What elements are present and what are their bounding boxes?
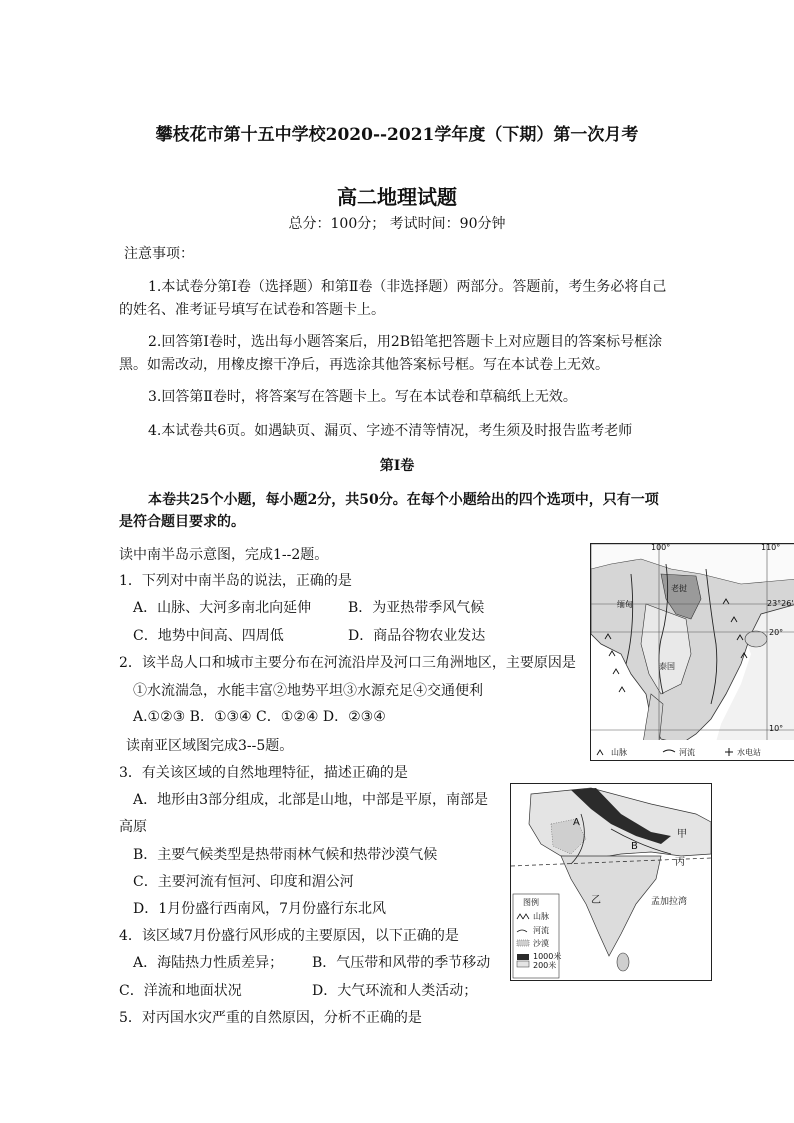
south-asia-map [510,783,712,981]
section-intro-1: 本卷共25个小题，每小题2分，共50分。在每个小题给出的四个选项中，只有一项 [148,492,659,508]
q4-option-d: D．大气环流和人类活动； [312,983,478,999]
map2-legend-title: 图例 [523,898,539,907]
map2-bay-of-bengal: 孟加拉湾 [651,897,688,907]
notice-heading: 注意事项： [124,246,194,262]
exam-title: 攀枝花市第十五中学校2020--2021学年度（下期）第一次月考 [155,125,639,145]
q1-option-d: D．商品谷物农业发达 [348,628,486,644]
map2-legend-200: 200米 [533,961,557,970]
question-3: 3．有关该区域的自然地理特征，描述正确的是 [119,765,408,781]
indochina-map-drawing [591,544,794,760]
indochina-map [590,543,794,761]
map1-legend-mountain: 山脉 [611,748,627,757]
map2-legend-river: 河流 [533,926,549,935]
question-2: 2．该半岛人口和城市主要分布在河流沿岸及河口三角洲地区，主要原因是 [119,655,576,671]
question-5: 5．对丙国水灾严重的自然原因，分析不正确的是 [119,1010,422,1026]
question-4: 4．该区域7月份盛行风形成的主要原因，以下正确的是 [119,928,459,944]
map1-lon-110: 110° [761,543,781,552]
map2-label-b: B [631,841,638,852]
group2-lead: 读南亚区域图完成3--5题。 [126,738,294,754]
question-1: 1．下列对中南半岛的说法，正确的是 [119,573,352,589]
map2-label-jia: 甲 [677,829,687,840]
map1-lon-100: 100° [651,543,671,552]
q1-option-a: A．山脉、大河多南北向延伸 [133,600,312,616]
map1-legend-hydro: 水电站 [737,748,761,757]
q2-items: ①水流湍急，水能丰富②地势平坦③水源充足④交通便利 [133,683,483,699]
map2-label-a: A [573,817,580,828]
map1-myanmar: 缅甸 [617,600,633,609]
map2-label-yi: 乙 [591,895,601,906]
notice-line-4: 黑。如需改动，用橡皮擦干净后，再选涂其他答案标号框。写在本试卷上无效。 [119,357,609,373]
notice-line-5: 3.回答第Ⅱ卷时，将答案写在答题卡上。写在本试卷和草稿纸上无效。 [148,389,577,405]
map1-laos: 老挝 [671,584,687,593]
south-asia-map-drawing [511,784,711,980]
map2-legend-desert: 沙漠 [533,939,549,948]
map1-lat-10: 10° [769,724,784,733]
q4-option-a: A．海陆热力性质差异； [133,955,284,971]
map1-lat-tropic: 23°26' [767,599,794,608]
exam-meta: 总分：100分； 考试时间：90分钟 [288,216,506,232]
q3-option-a-cont: 高原 [119,819,147,835]
q2-options: A.①②③ B．①③④ C．①②④ D．②③④ [133,709,386,725]
section-title: 第Ⅰ卷 [379,458,415,474]
q1-option-b: B．为亚热带季风气候 [348,600,485,616]
map1-lat-20: 20° [769,628,784,637]
notice-line-3: 2.回答第Ⅰ卷时，选出每小题答案后，用2B铅笔把答题卡上对应题目的答案标号框涂 [148,334,663,350]
notice-line-2: 的姓名、准考证号填写在试卷和答题卡上。 [119,302,385,318]
section-intro-2: 是符合题目要求的。 [119,514,245,530]
map2-label-bing: 丙 [675,857,685,868]
map2-legend-mountain: 山脉 [533,912,549,921]
group1-lead: 读中南半岛示意图，完成1--2题。 [119,547,329,563]
q3-option-d: D．1月份盛行西南风，7月份盛行东北风 [133,901,387,917]
notice-line-1: 1.本试卷分第Ⅰ卷（选择题）和第Ⅱ卷（非选择题）两部分。答题前，考生务必将自己 [148,279,667,295]
map1-legend-river: 河流 [679,748,695,757]
paper-subtitle: 高二地理试题 [337,185,457,209]
map2-legend-1000: 1000米 [533,952,562,961]
notice-line-6: 4.本试卷共6页。如遇缺页、漏页、字迹不清等情况，考生须及时报告监考老师 [148,423,633,439]
map1-thailand: 泰国 [659,662,675,671]
q3-option-b: B．主要气候类型是热带雨林气候和热带沙漠气候 [133,847,438,863]
q4-option-c: C．洋流和地面状况 [119,983,242,999]
q1-option-c: C．地势中间高、四周低 [133,628,284,644]
q3-option-a: A．地形由3部分组成，北部是山地，中部是平原，南部是 [133,792,489,808]
q3-option-c: C．主要河流有恒河、印度和湄公河 [133,874,354,890]
q4-option-b: B．气压带和风带的季节移动 [312,955,491,971]
